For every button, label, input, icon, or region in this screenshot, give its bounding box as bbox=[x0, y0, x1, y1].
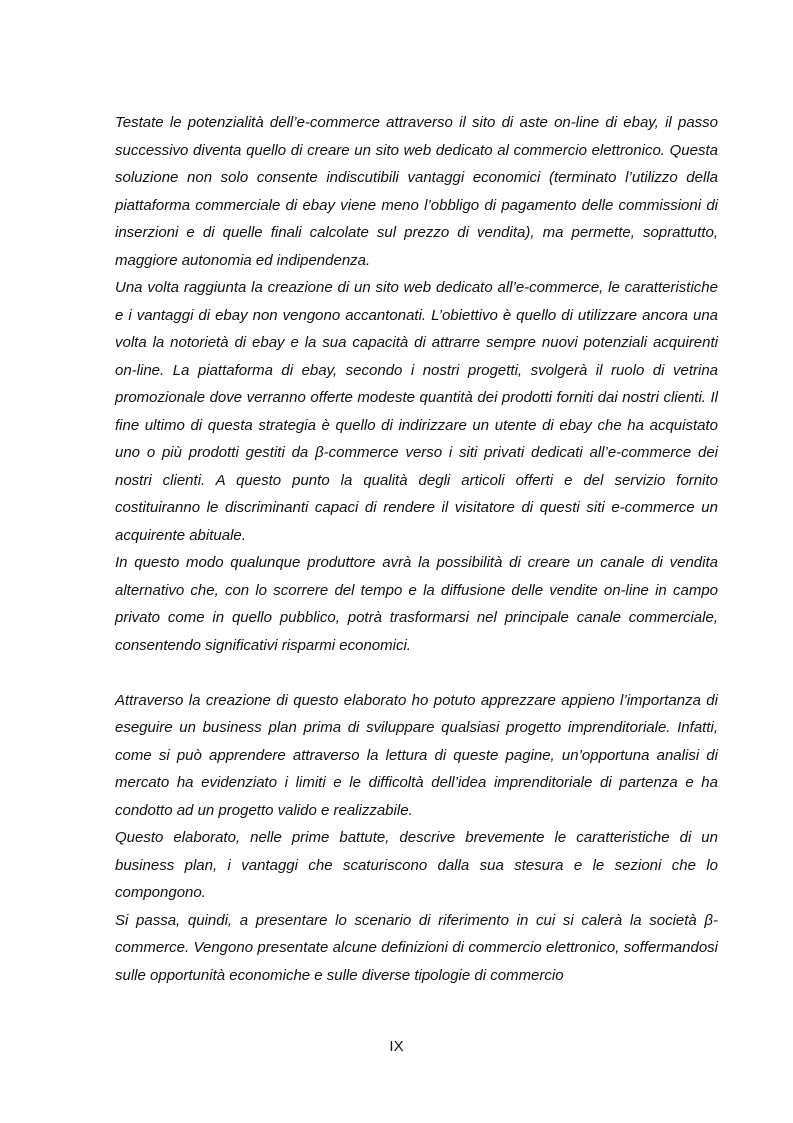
paragraph-ebay-potential: Testate le potenzialità dell’e-commerce attraverso il sito di aste on-line di ebay, il passo successivo diventa quello di creare un sito web dedicato al commercio elettronico. Questa soluzione non solo consente indiscutibili vantaggi economici (terminato l’utilizzo della piattaforma commerciale di ebay viene meno l’obbligo di pagamento delle commissioni di inserzioni e di quelle finali calcolate sul prezzo di vendita), ma permette, soprattutto, maggiore autonomia ed indipendenza. bbox=[115, 114, 718, 269]
paragraph-scenario: Si passa, quindi, a presentare lo scenario di riferimento in cui si calerà la società β-commerce. Vengono presentate alcune definizioni di commercio elettronico, soffermandosi sulle opportunità economiche e sulle diverse tipologie di commercio bbox=[115, 911, 718, 984]
page-number: IX bbox=[389, 1038, 404, 1055]
paragraph-ebay-strategy: Una volta raggiunta la creazione di un sito web dedicato all’e-commerce, le caratteristiche e i vantaggi di ebay non vengono accantonati. L’obiettivo è quello di utilizzare ancora una volta la notorietà di ebay e la sua capacità di attrarre sempre nuovi potenziali acquirenti on-line. La piattaforma di ebay, secondo i nostri progetti, svolgerà il ruolo di vetrina promozionale dove verranno offerte modeste quantità dei prodotti forniti dai nostri clienti. Il fine ultimo di questa strategia è quello di indirizzare un utente di ebay che ha acquistato uno o più prodotti gestiti da β-commerce verso i siti privati dedicati all’e-commerce dei nostri clienti. A questo punto la qualità degli articoli offerti e del servizio fornito costituiranno le discriminanti capaci di rendere il visitatore di questi siti e-commerce un acquirente abituale. bbox=[115, 279, 718, 544]
paragraph-elaborato-overview: Questo elaborato, nelle prime battute, descrive brevemente le caratteristiche di un business plan, i vantaggi che scaturiscono dalla sua stesura e le sezioni che lo compongono. bbox=[115, 829, 718, 901]
paragraph-business-plan-importance: Attraverso la creazione di questo elaborato ho potuto apprezzare appieno l’importanza di eseguire un business plan prima di sviluppare qualsiasi progetto imprenditoriale. Infatti, come si può apprendere attraverso la lettura di queste pagine, un’opportuna analisi di mercato ha evidenziato i limiti e le difficoltà dell’idea imprenditoriale di partenza e ha condotto ad un progetto valido e realizzabile. bbox=[115, 691, 718, 819]
paragraph-alternative-channel: In questo modo qualunque produttore avrà la possibilità di creare un canale di vendita alternativo che, con lo scorrere del tempo e la diffusione delle vendite on-line in campo privato come in quello pubblico, potrà trasformarsi nel principale canale commerciale, consentendo significativi risparmi economici. bbox=[115, 554, 718, 654]
body-text bbox=[115, 109, 718, 989]
